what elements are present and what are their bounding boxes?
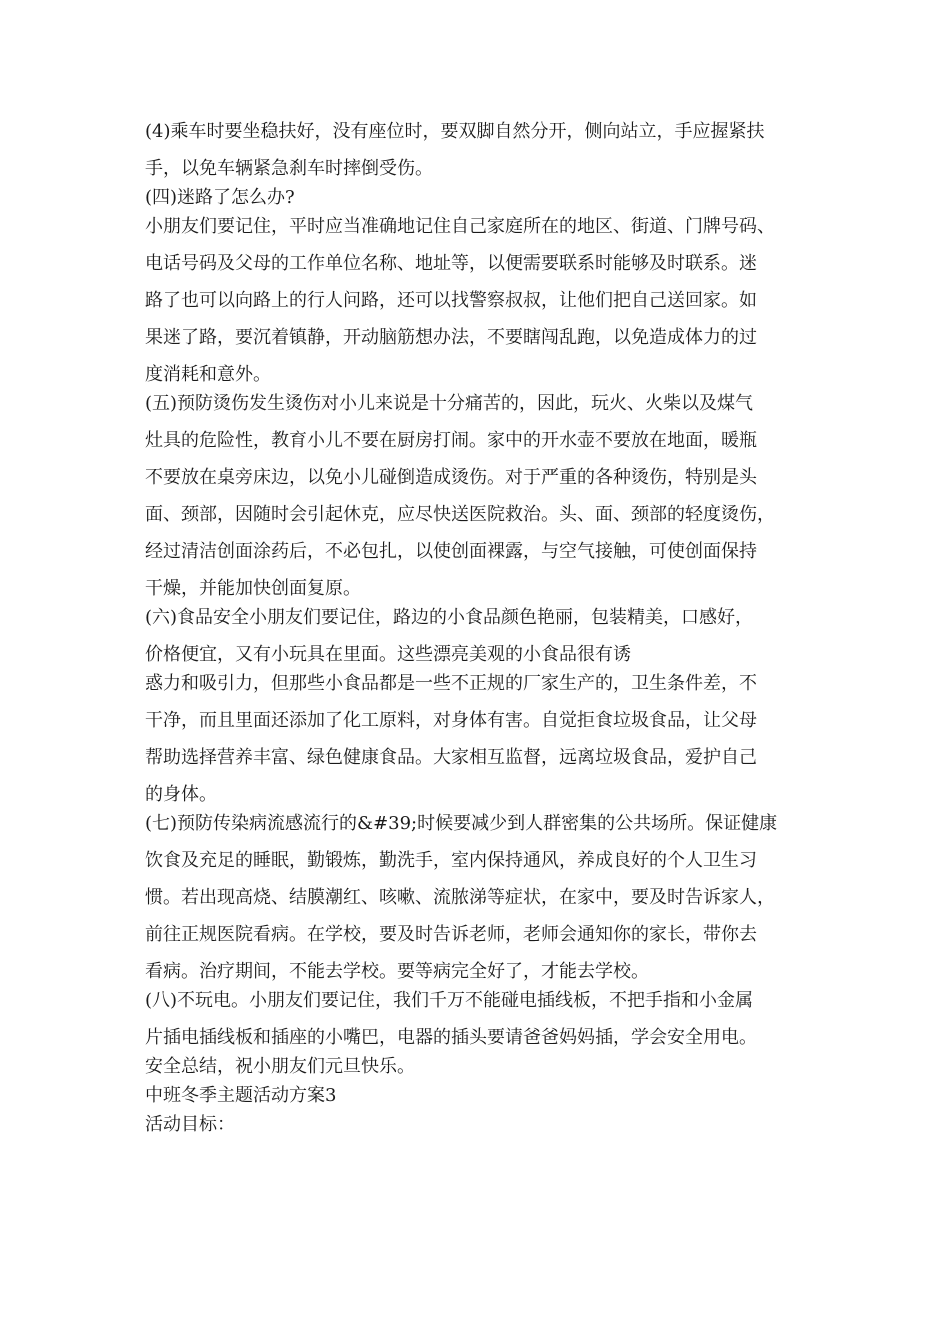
text-line: 不要放在桌旁床边，以免小儿碰倒造成烫伤。对于严重的各种烫伤，特别是头 bbox=[145, 467, 757, 488]
text-line: (五)预防烫伤发生烫伤对小儿来说是十分痛苦的，因此，玩火、火柴以及煤气 bbox=[145, 393, 754, 414]
text-line: 小朋友们要记住，平时应当准确地记住自己家庭所在的地区、街道、门牌号码、 bbox=[145, 216, 775, 237]
text-line: 面、颈部，因随时会引起休克，应尽快送医院救治。头、面、颈部的轻度烫伤， bbox=[145, 504, 775, 525]
text-line: 惯。若出现高烧、结膜潮红、咳嗽、流脓涕等症状，在家中，要及时告诉家人， bbox=[145, 887, 775, 908]
text-line: 前往正规医院看病。在学校，要及时告诉老师，老师会通知你的家长，带你去 bbox=[145, 924, 757, 945]
text-line: 路了也可以向路上的行人问路，还可以找警察叔叔，让他们把自己送回家。如 bbox=[145, 290, 757, 311]
section-heading: 活动目标： bbox=[145, 1114, 235, 1135]
text-line: 干燥，并能加快创面复原。 bbox=[145, 578, 361, 599]
text-line: 饮食及充足的睡眠，勤锻炼，勤洗手，室内保持通风，养成良好的个人卫生习 bbox=[145, 850, 757, 871]
text-line: 灶具的危险性，教育小儿不要在厨房打闹。家中的开水壶不要放在地面，暖瓶 bbox=[145, 430, 757, 451]
text-line: (七)预防传染病流感流行的&#39;时候要减少到人群密集的公共场所。保证健康 bbox=[145, 813, 778, 834]
text-line: (八)不玩电。小朋友们要记住，我们千万不能碰电插线板，不把手指和小金属 bbox=[145, 990, 754, 1011]
text-line: 手，以免车辆紧急刹车时摔倒受伤。 bbox=[145, 158, 433, 179]
text-line: 惑力和吸引力，但那些小食品都是一些不正规的厂家生产的，卫生条件差，不 bbox=[145, 673, 757, 694]
section-heading: (四)迷路了怎么办? bbox=[145, 187, 295, 208]
text-line: 电话号码及父母的工作单位名称、地址等，以便需要联系时能够及时联系。迷 bbox=[145, 253, 757, 274]
text-line: 帮助选择营养丰富、绿色健康食品。大家相互监督，远离垃圾食品，爱护自己 bbox=[145, 747, 757, 768]
section-title: 中班冬季主题活动方案3 bbox=[145, 1085, 337, 1106]
text-line: 度消耗和意外。 bbox=[145, 364, 271, 385]
text-line: (六)食品安全小朋友们要记住，路边的小食品颜色艳丽，包装精美，口感好， bbox=[145, 607, 754, 628]
text-line: 价格便宜，又有小玩具在里面。这些漂亮美观的小食品很有诱 bbox=[145, 644, 631, 665]
text-line: 的身体。 bbox=[145, 784, 217, 805]
text-line: 安全总结，祝小朋友们元旦快乐。 bbox=[145, 1056, 415, 1077]
text-line: 片插电插线板和插座的小嘴巴，电器的插头要请爸爸妈妈插，学会安全用电。 bbox=[145, 1027, 757, 1048]
text-line: 看病。治疗期间，不能去学校。要等病完全好了，才能去学校。 bbox=[145, 961, 649, 982]
text-line: (4)乘车时要坐稳扶好，没有座位时，要双脚自然分开，侧向站立，手应握紧扶 bbox=[145, 121, 765, 142]
text-line: 经过清洁创面涂药后，不必包扎，以使创面裸露，与空气接触，可使创面保持 bbox=[145, 541, 757, 562]
text-line: 干净，而且里面还添加了化工原料，对身体有害。自觉拒食垃圾食品，让父母 bbox=[145, 710, 757, 731]
text-line: 果迷了路，要沉着镇静，开动脑筋想办法，不要瞎闯乱跑，以免造成体力的过 bbox=[145, 327, 757, 348]
document-body bbox=[145, 122, 825, 1135]
